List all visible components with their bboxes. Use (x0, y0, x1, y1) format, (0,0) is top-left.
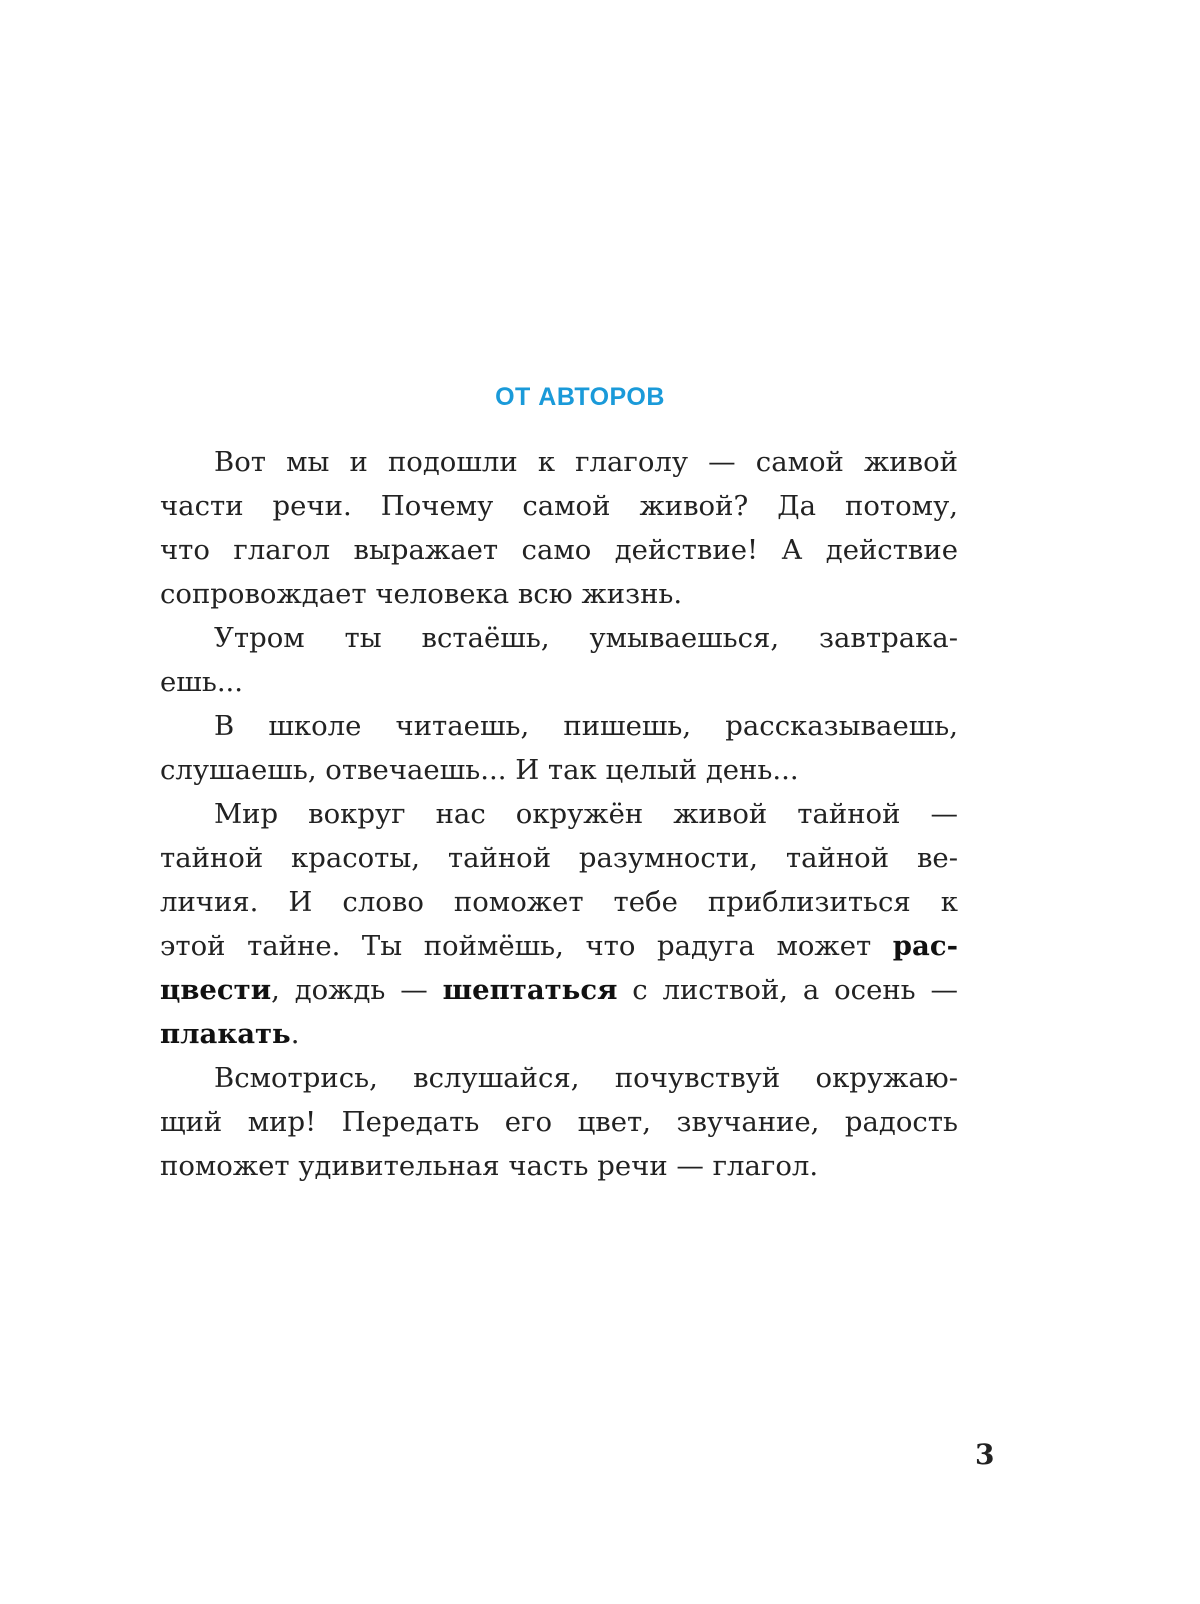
body-text (160, 440, 958, 1188)
emphasized-word: шептаться (442, 974, 618, 1006)
text-line (160, 880, 958, 924)
emphasized-word: плакать (160, 1018, 291, 1050)
text-run: , дождь — (271, 974, 443, 1006)
text-line (160, 792, 958, 836)
text-run: . (290, 1018, 300, 1050)
text-line (160, 440, 958, 484)
text-run: щий мир! Передать его цвет, звучание, радость (160, 1106, 958, 1138)
text-run: поможет удивительная часть речи — глагол. (160, 1150, 819, 1182)
text-line (160, 836, 958, 880)
emphasized-word: рас- (892, 930, 958, 962)
text-run: части речи. Почему самой живой? Да потому, (160, 490, 958, 522)
text-run: Мир вокруг нас окружён живой тайной — (214, 798, 958, 830)
text-run: что глагол выражает само действие! А действие (160, 534, 958, 566)
text-line (160, 1012, 958, 1056)
text-line (160, 1144, 958, 1188)
text-line (160, 968, 958, 1012)
text-run: Всмотрись, вслушайся, почувствуй окружаю- (214, 1062, 958, 1094)
text-line (160, 704, 958, 748)
text-run: сопровождает человека всю жизнь. (160, 578, 683, 610)
text-line (160, 748, 958, 792)
text-line (160, 484, 958, 528)
text-run: Вот мы и подошли к глаголу — самой живой (214, 446, 958, 478)
text-run: ешь... (160, 666, 244, 698)
text-line (160, 616, 958, 660)
text-line (160, 572, 958, 616)
text-run: этой тайне. Ты поймёшь, что радуга может (160, 930, 893, 962)
text-line (160, 924, 958, 968)
text-run: слушаешь, отвечаешь... И так целый день... (160, 754, 799, 786)
text-line (160, 528, 958, 572)
emphasized-word: цвести (160, 974, 272, 1006)
text-line (160, 1100, 958, 1144)
page-heading: ОТ АВТОРОВ (495, 383, 665, 411)
text-run: тайной красоты, тайной разумности, тайной ве- (160, 842, 958, 874)
text-run: В школе читаешь, пишешь, рассказываешь, (214, 710, 958, 742)
text-run: Утром ты встаёшь, умываешься, завтрака- (214, 622, 958, 654)
page-number: 3 (975, 1438, 995, 1471)
text-line (160, 1056, 958, 1100)
text-run: с листвой, а осень — (617, 974, 958, 1006)
text-run: личия. И слово поможет тебе приблизиться к (160, 886, 958, 918)
text-line (160, 660, 958, 704)
